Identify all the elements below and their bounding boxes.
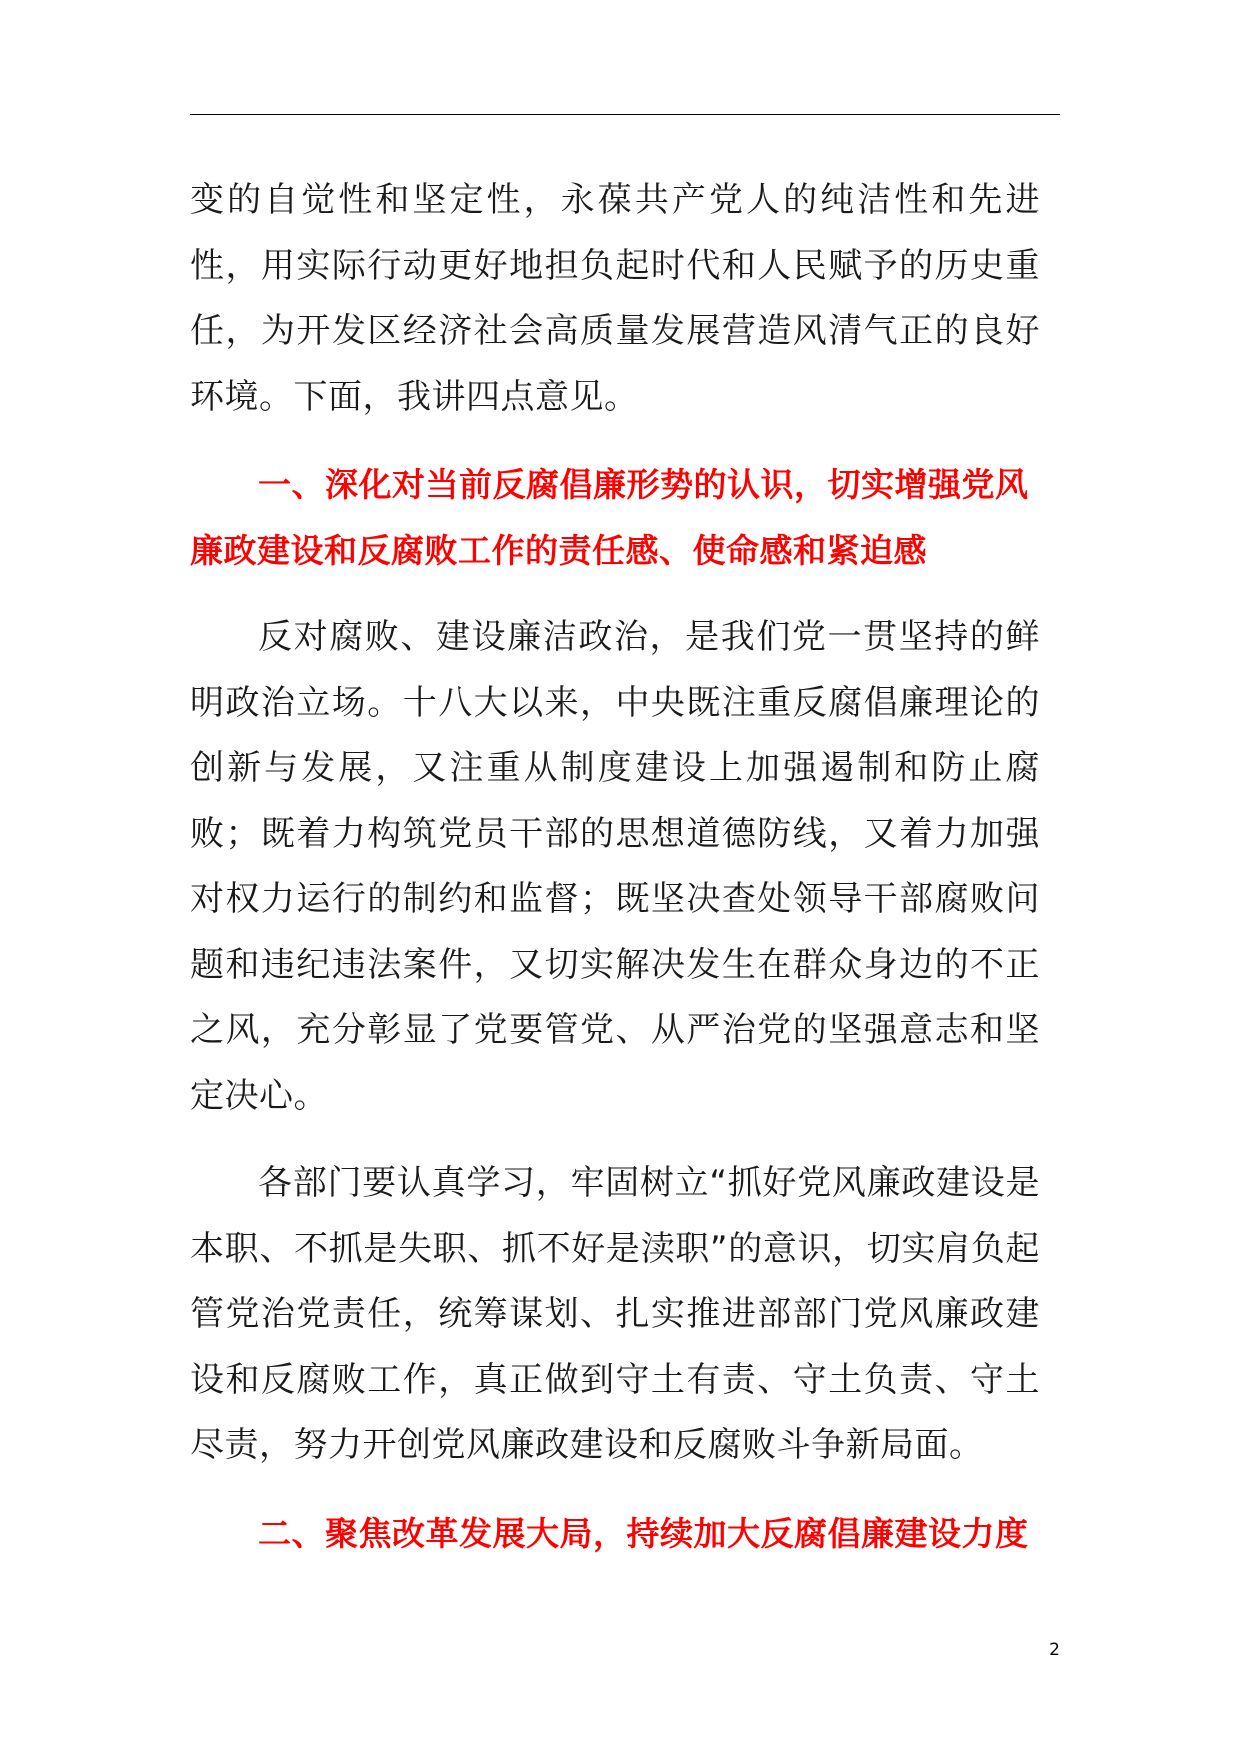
paragraph-responsibility: 各部门要认真学习，牢固树立“抓好党风廉政建设是本职、不抓是失职、抓不好是渎职”的意识，切实肩负起管党治党责任，统筹谋划、扎实推进部部门党风廉政建设和反腐败工作，真正做到守土有责、守土负责、守土尽责，努力开创党风廉政建设和反腐败斗争新局面。	[190, 1163, 1040, 1465]
paragraph-gap	[190, 1479, 1040, 1501]
paragraph-anti-corruption: 反对腐败、建设廉洁政治，是我们党一贯坚持的鲜明政治立场。十八大以来，中央既注重反腐倡廉理论的创新与发展，又注重从制度建设上加强遏制和防止腐败；既着力构筑党员干部的思想道德防线，又着力加强对权力运行的制约和监督；既坚决查处领导干部腐败问题和违纪违法案件，又切实解决发生在群众身边的不正之风，充分彰显了党要管党、从严治党的坚强意志和坚定决心。	[190, 617, 1040, 1116]
page-number: 2	[1049, 1640, 1060, 1660]
header-rule	[190, 114, 1060, 115]
paragraph-continuation: 变的自觉性和坚定性，永葆共产党人的纯洁性和先进性，用实际行动更好地担负起时代和人民赋予的历史重任，为开发区经济社会高质量发展营造风清气正的良好环境。下面，我讲四点意见。	[190, 180, 1040, 417]
paragraph-gap	[190, 583, 1040, 605]
section-heading-1: 一、深化对当前反腐倡廉形势的认识，切实增强党风廉政建设和反腐败工作的责任感、使命感和紧迫感	[190, 465, 1029, 570]
paragraph-gap	[190, 1129, 1040, 1151]
paragraph-gap	[190, 430, 1040, 452]
section-heading-2: 二、聚焦改革发展大局，持续加大反腐倡廉建设力度	[258, 1513, 1029, 1553]
document-body	[190, 168, 1040, 1566]
